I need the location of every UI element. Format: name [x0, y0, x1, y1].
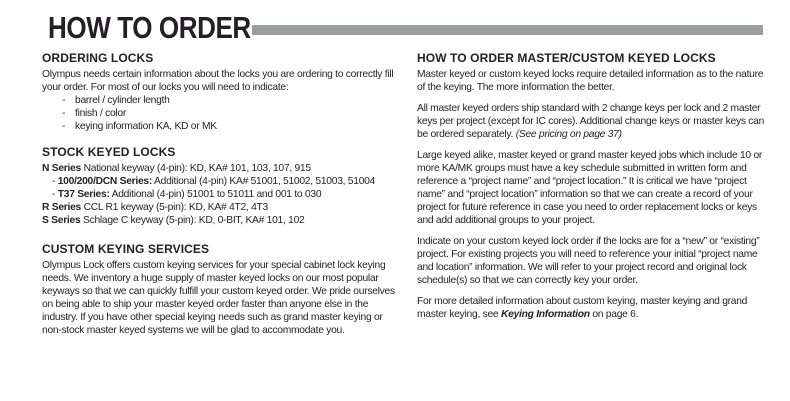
- section-custom-keying-services: [42, 243, 400, 337]
- page-header: [0, 0, 790, 43]
- ordering-requirements-list: [42, 94, 400, 133]
- stock-keyed-locks-heading: STOCK KEYED LOCKS: [42, 145, 176, 159]
- section-ordering-locks: [42, 52, 400, 133]
- series-name: R Series: [42, 202, 81, 213]
- series-detail: National keyway (4-pin): KD, KA# 101, 103, 107, 915: [80, 163, 311, 174]
- list-item: [62, 120, 400, 133]
- series-dash: -: [52, 176, 58, 187]
- bullet-text: keying information KA, KD or MK: [75, 121, 217, 132]
- series-detail: CCL R1 keyway (5-pin): KD, KA# 4T2, 4T3: [80, 202, 268, 213]
- bullet-dash: -: [62, 95, 66, 106]
- series-name: 100/200/DCN Series:: [57, 176, 153, 187]
- bullet-text: barrel / cylinder length: [75, 95, 170, 106]
- series-line-t37: [42, 188, 400, 201]
- list-item: [62, 107, 400, 120]
- section-master-custom-keyed: [417, 52, 772, 321]
- para-5-suffix: on page 6.: [589, 309, 639, 320]
- keying-information-reference: Keying Information: [500, 309, 590, 320]
- master-custom-para-1: Master keyed or custom keyed locks require detailed information as to the nature of the keying. The more information the better.: [417, 69, 764, 93]
- para-5-prefix: For more detailed information about custom keying, master keying and grand master keying, see: [417, 296, 748, 320]
- bullet-text: finish / color: [75, 108, 127, 119]
- series-detail: Additional (4-pin) 51001 to 51011 and 001 to 030: [109, 189, 322, 200]
- custom-keying-heading: CUSTOM KEYING SERVICES: [42, 242, 210, 256]
- series-dash: -: [52, 189, 58, 200]
- series-name: S Series: [42, 215, 81, 226]
- series-name: N Series: [42, 163, 81, 174]
- bullet-dash: -: [62, 121, 66, 132]
- master-custom-para-3: Large keyed alike, master keyed or grand master keyed jobs which include 10 or more KA/MK groups must have a key schedule submitted in written form and reference a “project name” and “project location.” It is critical we have “project name” and “project location” information so that we can create a record of your project for future reference in case you need to order replacement locks or keys and add additional groups to your project.: [417, 150, 763, 226]
- master-custom-para-4: Indicate on your custom keyed lock order if the locks are for a “new” or “existing” project. For existing projects you will need to reference your initial “project name and location” information. We will refer to your project record and original lock schedule(s) so that we can correctly key your order.: [417, 236, 760, 286]
- column-right: [417, 52, 772, 337]
- section-stock-keyed-locks: [42, 146, 400, 227]
- series-line-100-200-dcn: [42, 175, 400, 188]
- series-detail: Schlage C keyway (5-pin): KD, 0-BIT, KA# 101, 102: [80, 215, 305, 226]
- content-columns: [0, 43, 790, 337]
- ordering-locks-heading: ORDERING LOCKS: [42, 51, 154, 65]
- series-line-n: [42, 162, 400, 175]
- master-custom-heading: HOW TO ORDER MASTER/CUSTOM KEYED LOCKS: [417, 51, 716, 65]
- bullet-dash: -: [62, 108, 66, 119]
- series-line-s: [42, 214, 400, 227]
- master-custom-para-5: [417, 295, 772, 321]
- custom-keying-body: Olympus Lock offers custom keying services for your special cabinet lock keying needs. We inventory a huge supply of master keyed locks on our most popular keyways so that we can quickly fulfill your custom keyed order. We pride ourselves on being able to ship your master keyed order faster than anyone else in the industry. If you have other special keying needs such as grand master keying or non-stock master keyed systems we will be glad to accommodate you.: [42, 260, 395, 336]
- series-line-r: [42, 201, 400, 214]
- ordering-locks-intro: Olympus needs certain information about the locks you are ordering to correctly fill your order. For most of our locks you will need to indicate:: [42, 69, 394, 93]
- column-left: [42, 52, 400, 337]
- para-2-text: All master keyed orders ship standard with 2 change keys per lock and 2 master keys per project (except for IC cores). Additional change keys or master keys can be ordered separately.: [417, 103, 765, 140]
- master-custom-para-2: [417, 102, 772, 141]
- series-detail: Additional (4-pin) KA# 51001, 51002, 51003, 51004: [152, 176, 376, 187]
- page-title-text: HOW TO ORDER: [48, 10, 251, 45]
- series-name: T37 Series:: [57, 189, 110, 200]
- pricing-reference: (See pricing on page 37): [515, 129, 622, 140]
- title-accent-bar: [252, 25, 763, 35]
- list-item: [62, 94, 400, 107]
- page-title: [48, 10, 252, 45]
